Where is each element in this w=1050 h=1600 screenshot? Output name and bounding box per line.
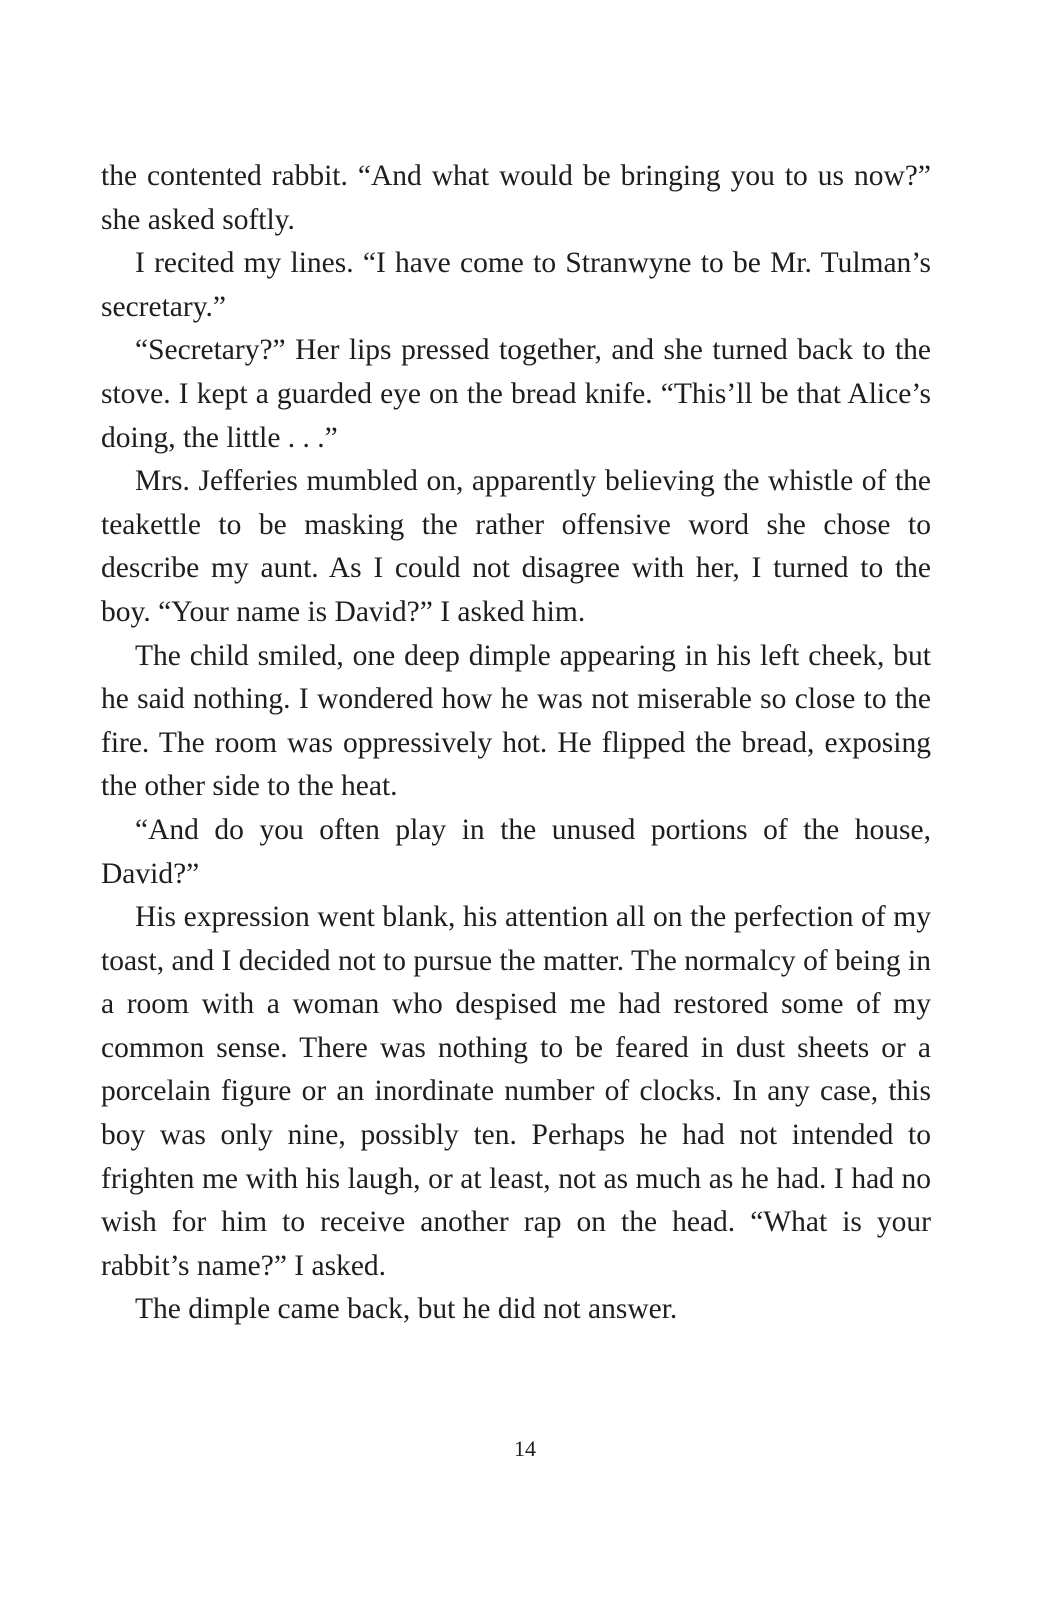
paragraph: “And do you often play in the unused portions of the house, David?” <box>101 813 931 890</box>
body-text <box>101 155 931 1332</box>
paragraph: The child smiled, one deep dimple appearing in his left cheek, but he said nothing. I wondered how he was not miserable so close to the fire. The room was oppressively hot. He flipped the bread, exposing the other side to the heat. <box>101 639 931 803</box>
paragraph: I recited my lines. “I have come to Stranwyne to be Mr. Tulman’s secretary.” <box>101 247 931 323</box>
paragraph: The dimple came back, but he did not answer. <box>135 1293 678 1326</box>
paragraph: Mrs. Jefferies mumbled on, apparently believing the whistle of the teakettle to be masking the rather offensive word she chose to describe my aunt. As I could not disagree with her, I turned to the boy. “Your name is David?” I asked him. <box>101 465 931 628</box>
page-number: 14 <box>514 1436 536 1461</box>
paragraph: “Secretary?” Her lips pressed together, and she turned back to the stove. I kept a guarded eye on the bread knife. “This’ll be that Alice’s doing, the little . . .” <box>101 334 931 454</box>
paragraph: His expression went blank, his attention all on the perfection of my toast, and I decided not to pursue the matter. The normalcy of being in a room with a woman who despised me had restored some of my common sense. There was nothing to be feared in dust sheets or a porcelain figure or an inordinate number of clocks. In any case, this boy was only nine, possibly ten. Perhaps he had not intended to frighten me with his laugh, or at least, not as much as he had. I had no wish for him to receive another rap on the head. “What is your rabbit’s name?” I asked. <box>101 901 931 1282</box>
paragraph: the contented rabbit. “And what would be bringing you to us now?” she asked softly. <box>101 160 931 236</box>
